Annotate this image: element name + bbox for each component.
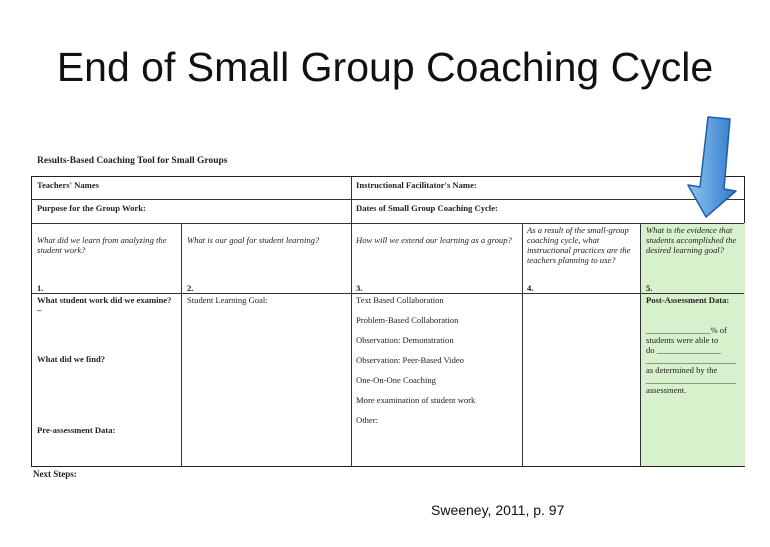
tool-heading: Results-Based Coaching Tool for Small Groups: [37, 156, 228, 166]
column-number-4: 4.: [527, 283, 534, 293]
column-number-5: 5.: [646, 283, 653, 293]
table-row-divider: [32, 293, 744, 294]
post-assessment-line: as determined by the: [646, 365, 718, 375]
post-assessment-line: students were able to: [646, 335, 719, 345]
question-5: What is the evidence that students accomplished the desired learning goal?: [646, 225, 737, 255]
student-work-label: What student work did we examine? –: [37, 295, 172, 315]
column-number-2: 2.: [187, 283, 194, 293]
dates-label: Dates of Small Group Coaching Cycle:: [356, 203, 498, 213]
practice-option: Observation: Demonstration: [356, 335, 454, 345]
pre-assessment-label: Pre-assessment Data:: [37, 425, 116, 435]
down-arrow-icon: [686, 115, 738, 219]
next-steps-label: Next Steps:: [33, 469, 77, 479]
post-assessment-line: _____________________: [646, 355, 737, 365]
column-number-1: 1.: [37, 283, 44, 293]
what-did-we-find-label: What did we find?: [37, 354, 106, 364]
question-3: How will we extend our learning as a group?: [356, 235, 512, 245]
practice-option: Other:: [356, 415, 378, 425]
table-column-divider: [522, 223, 523, 466]
practice-option: Observation: Peer-Based Video: [356, 355, 464, 365]
table-column-divider: [351, 177, 352, 466]
practice-option: Problem-Based Collaboration: [356, 315, 459, 325]
practice-option: One-On-One Coaching: [356, 375, 436, 385]
question-4: As a result of the small-group coaching cycle, what instructional practices are the teachers planning to use?: [527, 225, 631, 265]
facilitator-name-label: Instructional Facilitator's Name:: [356, 180, 477, 190]
question-2: What is our goal for student learning?: [187, 235, 320, 245]
purpose-label: Purpose for the Group Work:: [37, 203, 146, 213]
table-column-divider: [640, 223, 641, 466]
column-number-3: 3.: [356, 283, 363, 293]
practice-option: Text Based Collaboration: [356, 295, 444, 305]
citation: Sweeney, 2011, p. 97: [431, 502, 565, 518]
post-assessment-line: do _______________: [646, 345, 722, 355]
question-1: What did we learn from analyzing the student work?: [37, 235, 167, 255]
post-assessment-label: Post-Assessment Data:: [646, 295, 730, 305]
slide-title: End of Small Group Coaching Cycle: [56, 44, 714, 90]
coaching-tool-table: [31, 176, 745, 467]
post-assessment-line: _____________________: [646, 375, 737, 385]
teachers-names-label: Teachers' Names: [37, 180, 99, 190]
student-learning-goal-label: Student Learning Goal:: [187, 295, 268, 305]
post-assessment-line: assessment.: [646, 385, 687, 395]
post-assessment-line: _______________% of: [646, 325, 727, 335]
table-row-divider: [32, 199, 744, 200]
practice-option: More examination of student work: [356, 395, 476, 405]
table-row-divider: [32, 223, 744, 224]
table-column-divider: [181, 223, 182, 466]
